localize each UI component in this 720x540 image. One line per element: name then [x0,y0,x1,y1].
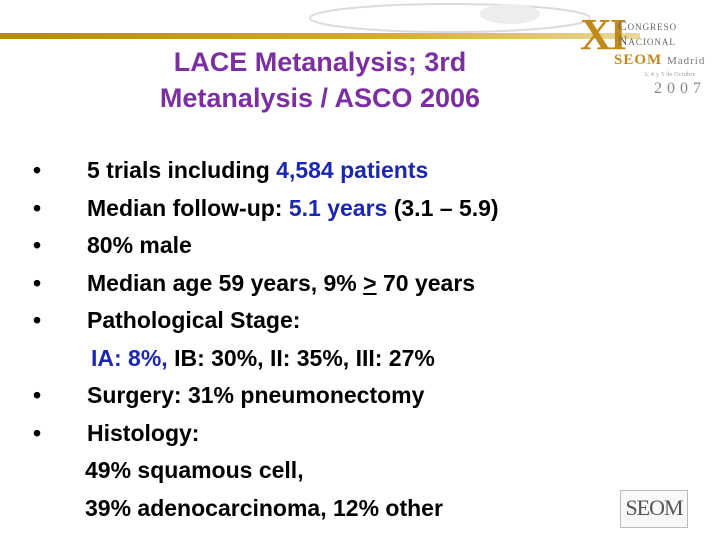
bullet-item-male: • 80% male [30,227,670,265]
bullet-item-histology: • Histology: [30,415,670,453]
bullet-item-trials: • 5 trials including 4,584 patients [30,152,670,190]
bullet-dot: • [32,307,42,333]
bullet-dot: • [32,157,42,183]
bullet-list [30,152,670,527]
histology-line-2: 39% adenocarcinoma, 12% other [85,494,443,521]
logo-numeral: XI [580,10,625,59]
logo-congress-text: Congreso Nacional [618,18,678,48]
slide-title [110,44,530,116]
bullet-item-follow-up: • Median follow-up: 5.1 years (3.1 – 5.9) [30,190,670,228]
histology-line-1: 49% squamous cell, [85,457,304,483]
bullet-dot: • [32,382,42,408]
logo-year: 2007 [654,80,706,97]
header-decoration [300,0,590,36]
title-line-2: Metanalysis / ASCO 2006 [159,83,481,113]
logo-dates: 3, 4 y 5 de Octubre [644,72,696,78]
highlight-follow-up: 5.1 years [288,194,388,221]
congress-logo [578,12,718,102]
stage-breakdown-line: IA: 8%, IB: 30%, II: 35%, III: 27% [91,344,435,371]
greater-equal-sign: > [363,269,377,296]
bullet-item-surgery: • Surgery: 31% pneumonectomy [30,377,670,415]
bullet-dot: • [32,419,42,446]
bullet-dot: • [32,194,42,221]
footer-logo: SEOM [620,490,688,528]
title-line-1: LACE Metanalysis; 3rd [173,47,467,77]
bullet-item-stage: • Pathological Stage: [30,302,670,340]
highlight-patients: 4,584 patients [276,157,429,183]
bullet-dot: • [32,232,42,258]
logo-seom-madrid: SEOM Madrid [614,52,706,68]
bullet-item-age: • Median age 59 years, 9% > 70 years [30,265,670,303]
highlight-stage-ia: IA: 8%, [91,344,168,371]
bullet-dot: • [32,269,42,296]
